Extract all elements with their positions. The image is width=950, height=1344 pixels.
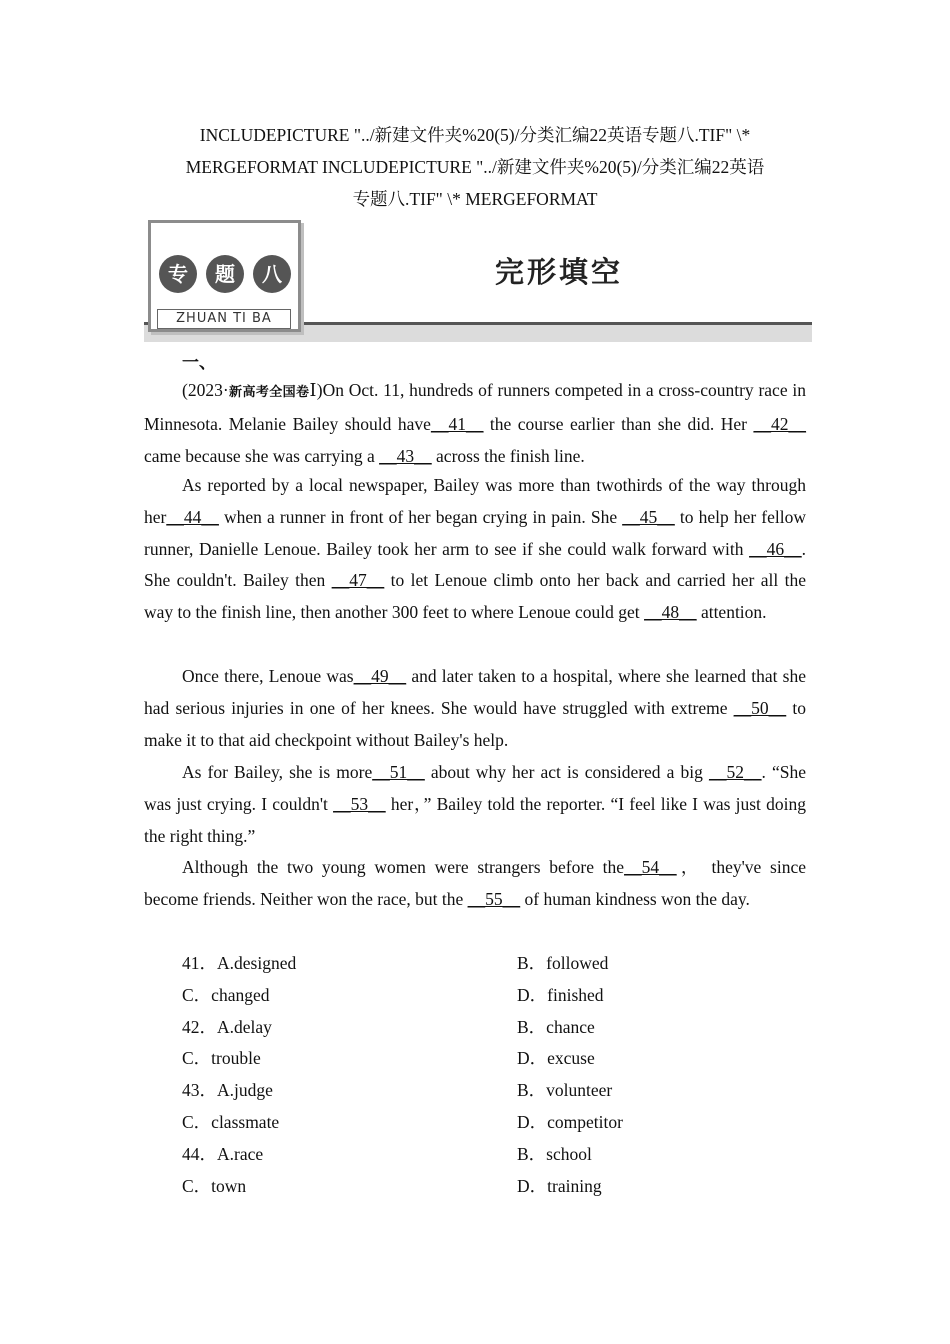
option-42-d: D．excuse (517, 1048, 595, 1069)
blank-47: __47__ (331, 570, 385, 591)
blank-54: __54__ (624, 857, 677, 877)
text-run: ， they've since become friends. Neither won the race, but the (144, 857, 806, 909)
option-44-b: B．school (517, 1143, 592, 1164)
option-41-b: B．followed (517, 953, 609, 973)
blank-53: __53__ (333, 793, 386, 814)
passage-paragraph-2 (144, 470, 806, 629)
blank-46: __46__ (749, 538, 802, 559)
text-run: attention. (696, 602, 767, 623)
text-run: when a runner in front of her began crying in pain. She (218, 506, 623, 527)
text-run: to make it to that aid checkpoint without Bailey's help. (144, 697, 806, 750)
badge-char-3: 八 (253, 255, 291, 293)
option-44-c: C．town (182, 1175, 247, 1196)
option-43-a: 43．A.judge (182, 1080, 273, 1101)
passage-paragraph-1 (144, 375, 806, 472)
option-44-a: 44．A.race (182, 1143, 264, 1164)
field-code-line-3: 专题八.TIF" \* MERGEFORMAT (352, 189, 598, 209)
badge-char-2: 题 (206, 255, 244, 293)
blank-43: __43__ (379, 445, 432, 466)
blank-50: __50__ (733, 697, 787, 718)
text-run: . “She was just crying. I couldn't (144, 762, 806, 814)
page-title: 完形填空 (494, 255, 623, 289)
blank-51: __51__ (372, 762, 425, 782)
option-42-c: C．trouble (182, 1048, 261, 1069)
blank-48: __48__ (644, 602, 697, 623)
blank-41: __41__ (430, 413, 484, 434)
blank-55: __55__ (467, 888, 521, 909)
text-run: and later taken to a hospital, where she learned that she had serious injuries in one of her knees. She would have struggled with extreme (144, 666, 806, 718)
option-42-a: 42．A.delay (182, 1016, 272, 1037)
blank-45: __45__ (622, 506, 675, 527)
answer-options (182, 948, 782, 1202)
field-code-line-2: MERGEFORMAT INCLUDEPICTURE "../新建文件夹%20(5)/分类汇编22英语 (185, 157, 765, 177)
source-open: (2023· (182, 380, 229, 400)
option-43-d: D．competitor (517, 1111, 623, 1132)
topic-banner (144, 220, 812, 342)
text-run: of human kindness won the day. (520, 888, 750, 909)
text-run: As reported by a local newspaper, Bailey was more than twothirds of the way through her (144, 475, 806, 527)
source-label: 新高考全国卷 (228, 385, 310, 400)
text-run: Once there, Lenoue was (182, 666, 354, 686)
passage-paragraph-5 (144, 852, 806, 916)
text-run: about why her act is considered a big (424, 762, 709, 782)
passage-paragraph-3 (144, 661, 806, 756)
text-run: came because she was carrying a (144, 445, 380, 466)
text-run: across the finish line. (431, 445, 585, 466)
section-number: 一、 (182, 353, 216, 373)
option-43-b: B．volunteer (517, 1080, 613, 1101)
text-run: . She couldn't. Bailey then (144, 538, 806, 591)
source-close: Ⅰ) (309, 380, 323, 400)
option-42-b: B．chance (517, 1016, 595, 1037)
blank-52: __52__ (709, 762, 762, 782)
text-run: the course earlier than she did. Her (483, 413, 754, 434)
badge-char-1: 专 (159, 255, 197, 293)
badge-pinyin: ZHUAN TI BA (157, 309, 291, 329)
text-run: On Oct. 11, hundreds of runners competed in a cross-country race in Minnesota. Melanie Bailey should have (144, 380, 806, 434)
option-43-c: C．classmate (182, 1111, 280, 1132)
blank-49: __49__ (353, 666, 407, 686)
field-code-line-1: INCLUDEPICTURE "../新建文件夹%20(5)/分类汇编22英语专题八.TIF" \* (199, 125, 751, 145)
option-41-a: 41．A.designed (182, 953, 297, 973)
option-41-c: C．changed (182, 984, 270, 1005)
text-run: As for Bailey, she is more (182, 762, 373, 782)
text-run: to let Lenoue climb onto her back and carried her all the way to the finish line, then another 300 feet to where Lenoue could get (144, 570, 806, 623)
blank-44: __44__ (166, 506, 219, 527)
option-44-d: D．training (517, 1175, 602, 1196)
passage-paragraph-4 (144, 757, 806, 852)
option-41-d: D．finished (517, 984, 604, 1005)
blank-42: __42__ (753, 413, 806, 434)
topic-badge (148, 220, 301, 332)
text-run: her，” Bailey told the reporter. “I feel like I was just doing the right thing.” (144, 793, 806, 846)
text-run: to help her fellow runner, Danielle Lenoue. Bailey took her arm to see if she could walk forward with (144, 506, 807, 559)
text-run: Although the two young women were strangers before the (182, 857, 625, 877)
